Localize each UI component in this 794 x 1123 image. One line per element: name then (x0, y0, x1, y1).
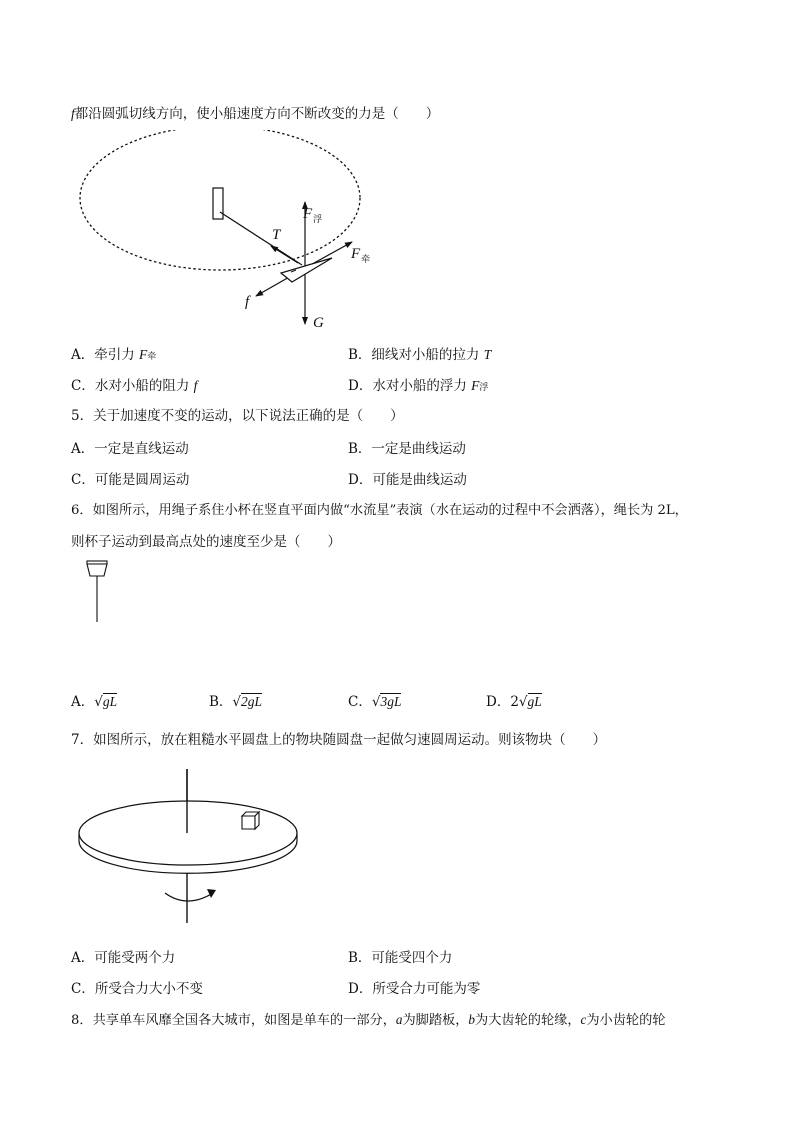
q7-stem: 7．如图所示，放在粗糙水平圆盘上的物块随圆盘一起做匀速圆周运动。则该物块（ ） (71, 732, 607, 748)
sqrt-icon: √ (518, 694, 528, 710)
disk-top (79, 801, 297, 865)
label-T: T (272, 227, 281, 243)
q4-option-b: B．细线对小船的拉力 T (348, 347, 492, 363)
q6-option-c: C．√3gL (348, 694, 402, 710)
block-cube (242, 812, 259, 829)
rotation-arrow-icon (165, 893, 213, 901)
cup-on-rope-figure (84, 560, 114, 626)
q5-option-b: B．一定是曲线运动 (348, 441, 466, 457)
cup-body (87, 564, 107, 576)
q6-option-a: A．√gL (71, 694, 118, 710)
q5-option-d: D．可能是曲线运动 (348, 472, 467, 488)
q5-stem: 5．关于加速度不变的运动，以下说法正确的是（ ） (71, 408, 404, 424)
q6-stem-line2: 则杯子运动到最高点处的速度至少是（ ） (71, 534, 341, 550)
q6-option-d: D．2√gL (486, 694, 542, 710)
q6-stem-line1: 6．如图所示，用绳子系住小杯在竖直平面内做“水流星”表演（水在运动的过程中不会洒落），绳长为 2L， (71, 503, 688, 518)
q4-option-c: C．水对小船的阻力 f (71, 378, 198, 394)
rotation-arrowhead (207, 889, 216, 898)
var-f: f (71, 106, 75, 121)
q7-option-d: D．所受合力可能为零 (348, 981, 481, 997)
label-G: G (313, 315, 324, 331)
sqrt-icon: √ (371, 694, 381, 710)
q7-option-b: B．可能受四个力 (348, 950, 453, 966)
sqrt-icon: √ (232, 694, 242, 710)
arrow-T (271, 246, 298, 263)
q7-option-c: C．所受合力大小不变 (71, 981, 203, 997)
q7-option-a: A．可能受两个力 (71, 950, 176, 966)
boat-force-diagram (70, 130, 370, 335)
sqrt-icon: √ (94, 694, 103, 710)
intro-text: 都沿圆弧切线方向，使小船速度方向不断改变的力是（ ） (74, 106, 440, 122)
peg (213, 188, 223, 219)
q5-option-a: A．一定是直线运动 (71, 441, 189, 457)
intro-line (71, 102, 439, 122)
label-f: f (245, 294, 250, 310)
string-line (220, 212, 302, 265)
q8-stem: 8．共享单车风靡全国各大城市，如图是单车的一部分，a为脚踏板，b为大齿轮的轮缘，c为小齿轮的轮 (71, 1012, 666, 1028)
q4-option-d: D．水对小船的浮力 F浮 (348, 378, 489, 394)
q4-option-a: A．牵引力 F牵 (71, 347, 157, 363)
rotating-disk-figure (75, 765, 305, 927)
label-F-pull: $F_牵$ (351, 246, 370, 264)
boat (281, 258, 332, 282)
q5-option-c: C．可能是圆周运动 (71, 472, 190, 488)
label-F-float: $F_浮$ (303, 206, 323, 224)
q6-option-b: B．√2gL (209, 694, 263, 710)
